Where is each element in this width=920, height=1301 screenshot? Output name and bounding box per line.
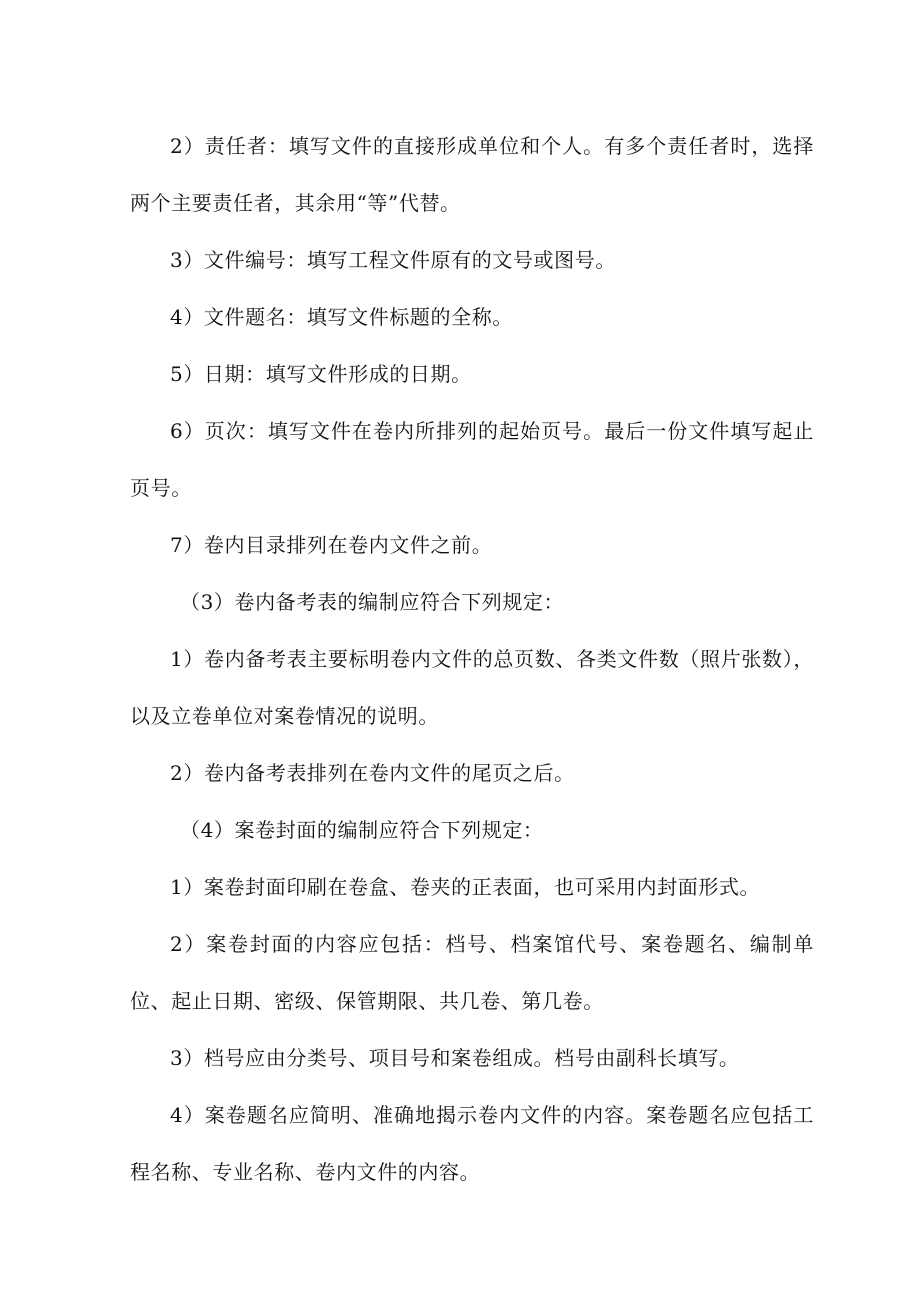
paragraph-remarks-content: 1）卷内备考表主要标明卷内文件的总页数、各类文件数（照片张数），以及立卷单位对案卷情况的说明。 [130, 647, 814, 728]
section-heading-remarks-table: （3）卷内备考表的编制应符合下列规定： [180, 590, 565, 614]
paragraph-file-number: 3）文件编号：填写工程文件原有的文号或图号。 [170, 248, 616, 272]
paragraph-archive-number: 3）档号应由分类号、项目号和案卷组成。档号由副科长填写。 [170, 1046, 740, 1070]
paragraph-page-number: 6）页次：填写文件在卷内所排列的起始页号。最后一份文件填写起止页号。 [130, 419, 814, 500]
paragraph-date: 5）日期：填写文件形成的日期。 [170, 362, 472, 386]
paragraph-file-title: 4）文件题名：填写文件标题的全称。 [170, 305, 513, 329]
paragraph-cover-content: 2）案卷封面的内容应包括：档号、档案馆代号、案卷题名、编制单位、起止日期、密级、保管期限、共几卷、第几卷。 [130, 932, 814, 1013]
paragraph-remarks-order: 2）卷内备考表排列在卷内文件的尾页之后。 [170, 761, 575, 785]
paragraph-catalog-order: 7）卷内目录排列在卷内文件之前。 [170, 533, 493, 557]
paragraph-volume-title: 4）案卷题名应简明、准确地揭示卷内文件的内容。案卷题名应包括工程名称、专业名称、卷内文件的内容。 [130, 1103, 814, 1184]
paragraph-responsible-party: 2）责任者：填写文件的直接形成单位和个人。有多个责任者时，选择两个主要责任者，其余用“等”代替。 [130, 134, 814, 215]
section-heading-volume-cover: （4）案卷封面的编制应符合下列规定： [180, 818, 544, 842]
paragraph-cover-printing: 1）案卷封面印刷在卷盒、卷夹的正表面，也可采用内封面形式。 [170, 875, 761, 899]
document-body [130, 118, 814, 1201]
